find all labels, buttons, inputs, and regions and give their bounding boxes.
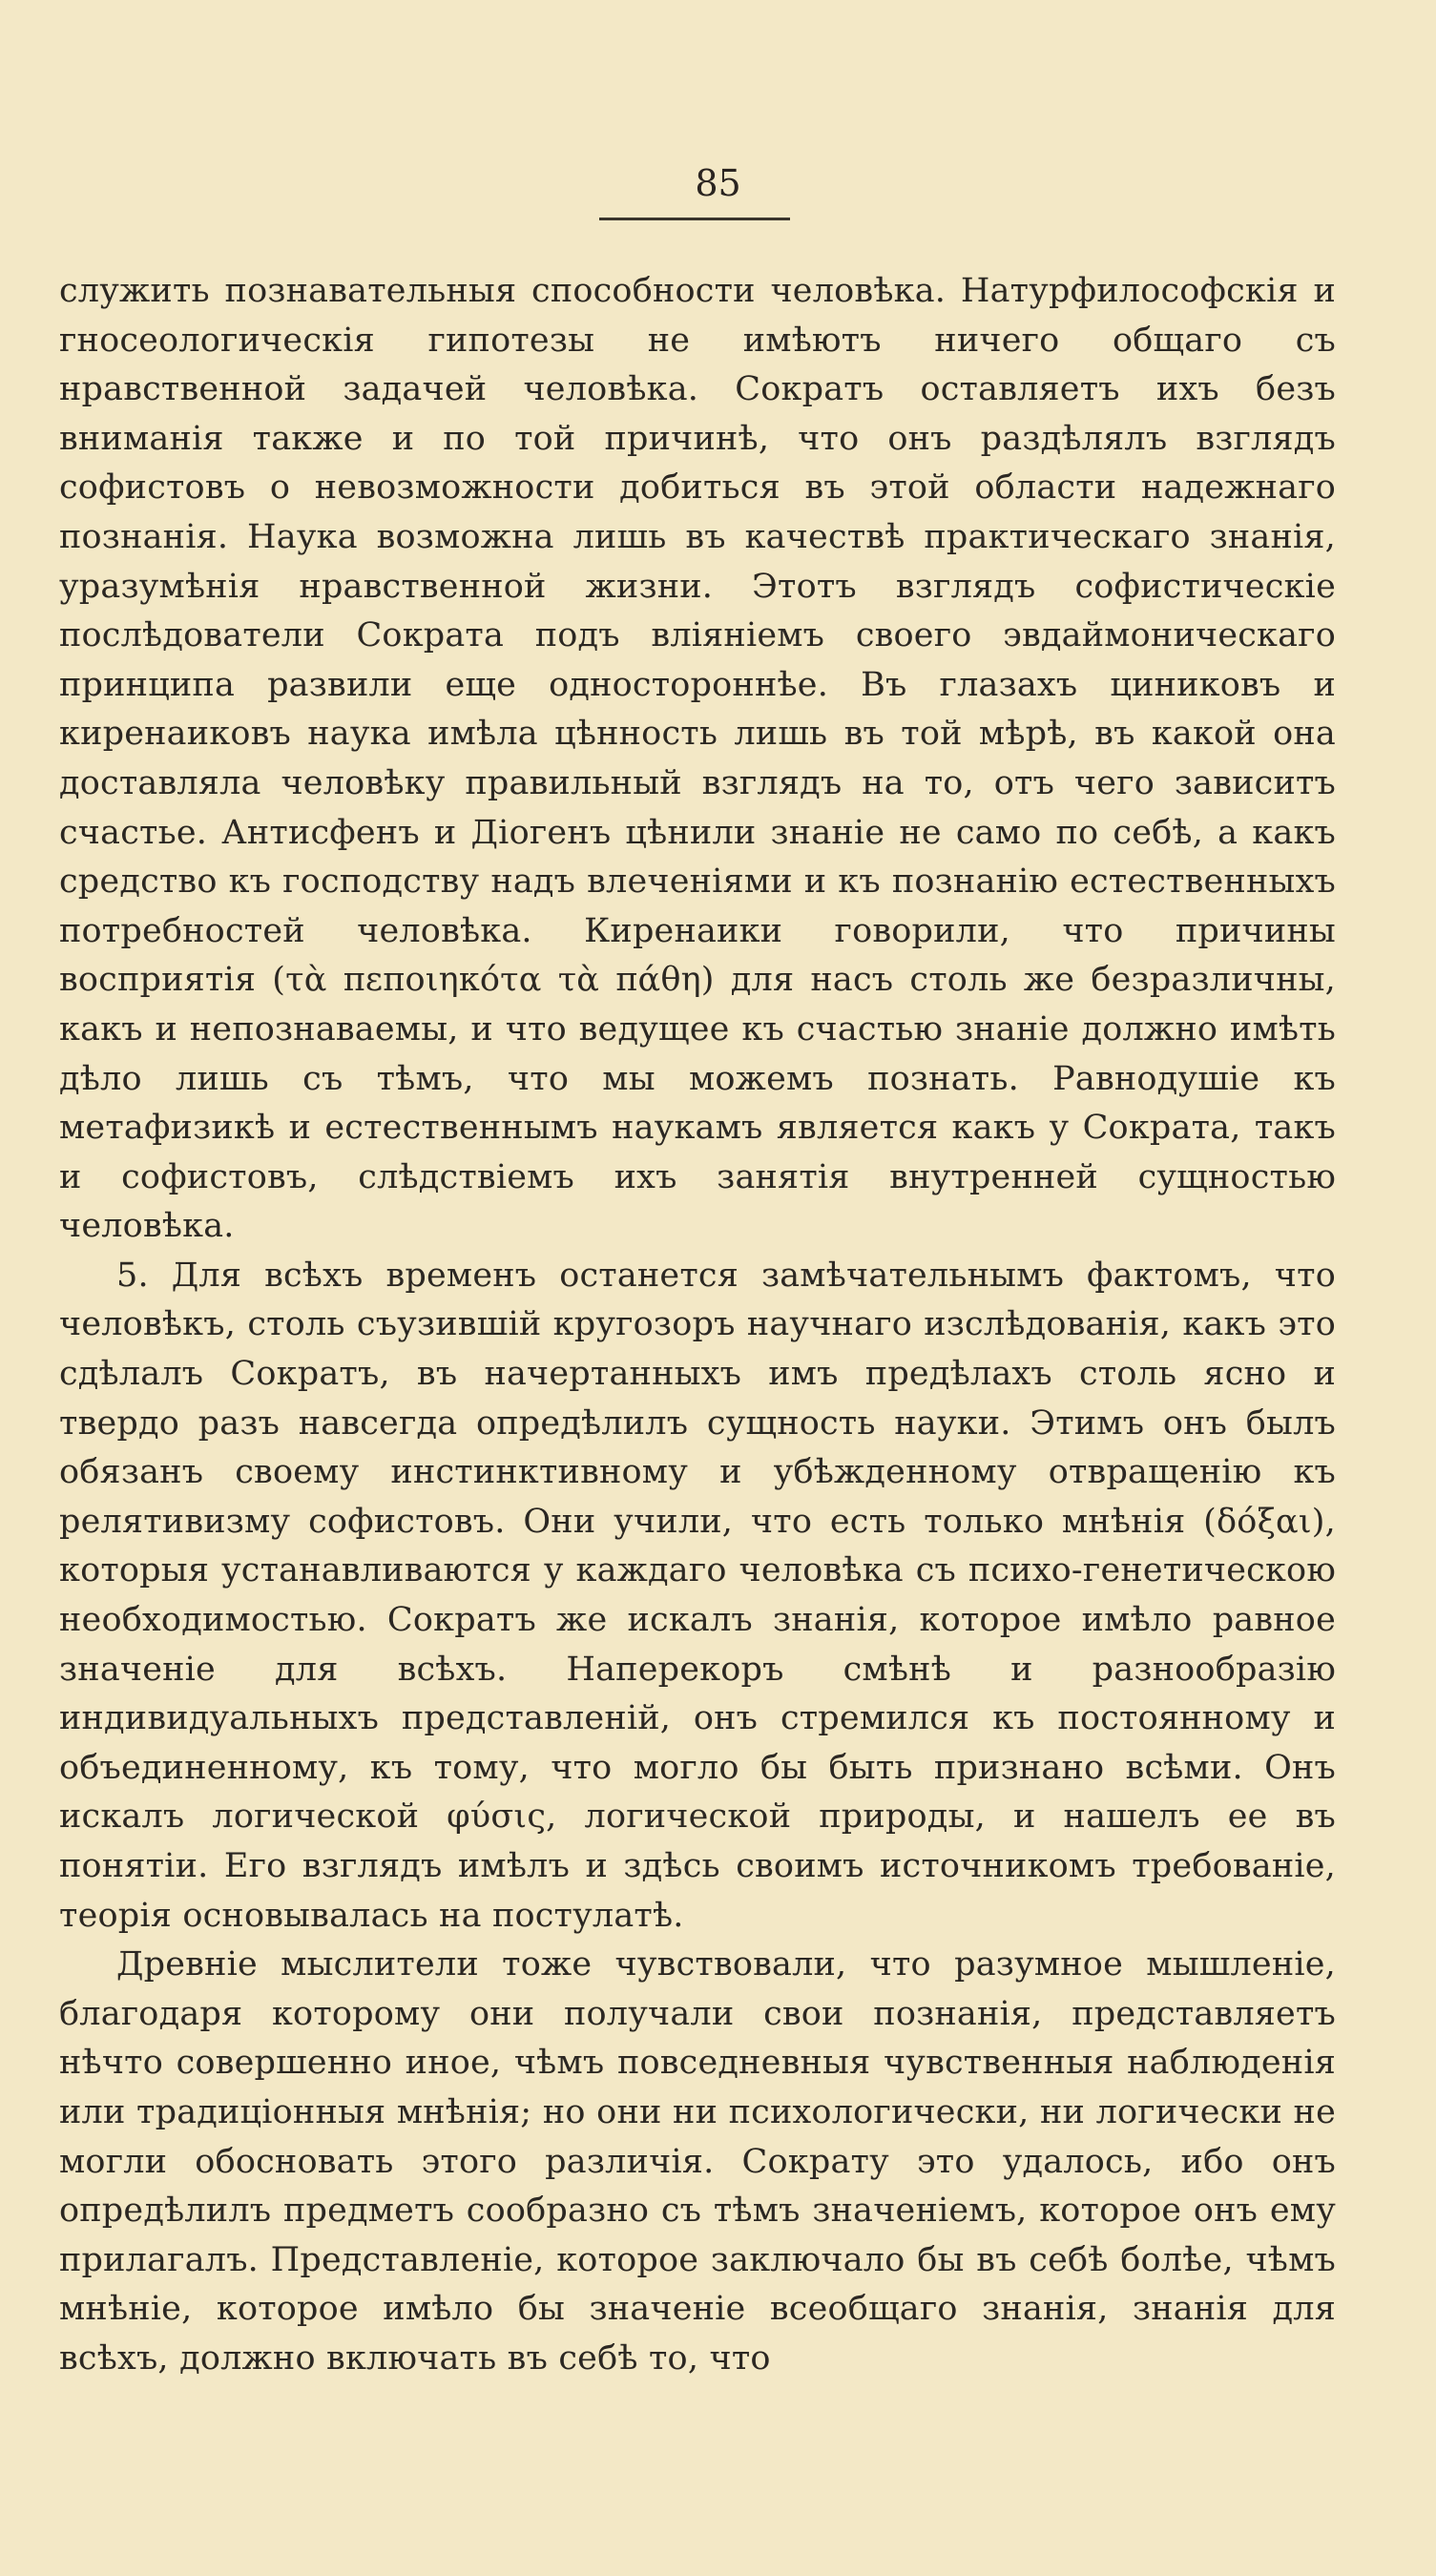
body-text [59, 267, 1336, 2384]
paragraph-3: Древніе мыслители тоже чувствовали, что разумное мышленіе, благодаря которому они получали свои познанія, представляетъ нѣчто совершенно иное, чѣмъ повседневныя чувственныя наблюденія или традиціонныя мнѣнія; но они ни психологически, ни логически не могли обосновать этого различія. Сократу это удалось, ибо онъ опредѣлилъ предметъ сообразно съ тѣмъ значеніемъ, которое онъ ему прилагалъ. Представленіе, которое заключало бы въ себѣ болѣе, чѣмъ мнѣніе, которое имѣло бы значеніе всеобщаго знанія, знанія для всѣхъ, должно включать въ себѣ то, что [59, 1945, 1336, 2378]
paragraph-1: служить познавательныя способности человѣка. Натурфилософскія и гносеологическія гипотезы не имѣютъ ничего общаго съ нравственной задачей человѣка. Сократъ оставляетъ ихъ безъ вниманія также и по той причинѣ, что онъ раздѣлялъ взглядъ софистовъ о невозможности добиться въ этой области надежнаго познанія. Наука возможна лишь въ качествѣ практическаго знанія, уразумѣнія нравственной жизни. Этотъ взглядъ софистическіе послѣдователи Сократа подъ вліяніемъ своего эвдаймоническаго принципа развили еще одностороннѣе. Въ глазахъ циниковъ и киренаиковъ наука имѣла цѣнность лишь въ той мѣрѣ, въ какой она доставляла человѣку правильный взглядъ на то, отъ чего зависитъ счастье. Антисфенъ и Діогенъ цѣнили знаніе не само по себѣ, а какъ средство къ господству надъ влеченіями и къ познанію естественныхъ потребностей человѣка. Киренаики говорили, что причины восприятія (τὰ πεποιηκότα τὰ πάθη) для насъ столь же безразличны, какъ и непознаваемы, и что ведущее къ счастью знаніе должно имѣть дѣло лишь съ тѣмъ, что мы можемъ познать. Равнодушіе къ метафизикѣ и естественнымъ наукамъ является какъ у Сократа, такъ и софистовъ, слѣдствіемъ ихъ занятія внутренней сущностью человѣка. [59, 272, 1336, 1246]
paragraph-2: 5. Для всѣхъ временъ останется замѣчательнымъ фактомъ, что человѣкъ, столь съузившій кругозоръ научнаго изслѣдованія, какъ это сдѣлалъ Сократъ, въ начертанныхъ имъ предѣлахъ столь ясно и твердо разъ навсегда опредѣлилъ сущность науки. Этимъ онъ былъ обязанъ своему инстинктивному и убѣжденному отвращенію къ релятивизму софистовъ. Они учили, что есть только мнѣнія (δόξαι), которыя устанавливаются у каждаго человѣка съ психо-генетическою необходимостью. Сократъ же искалъ знанія, которое имѣло равное значеніе для всѣхъ. Наперекоръ смѣнѣ и разнообразію индивидуальныхъ представленій, онъ стремился къ постоянному и объединенному, къ тому, что могло бы быть признано всѣми. Онъ искалъ логической φύσις, логической природы, и нашелъ ее въ понятіи. Его взглядъ имѣлъ и здѣсь своимъ источникомъ требованіе, теорія основывалась на постулатѣ. [59, 1256, 1336, 1935]
page-number: 85 [695, 162, 741, 204]
header-rule [599, 218, 790, 220]
